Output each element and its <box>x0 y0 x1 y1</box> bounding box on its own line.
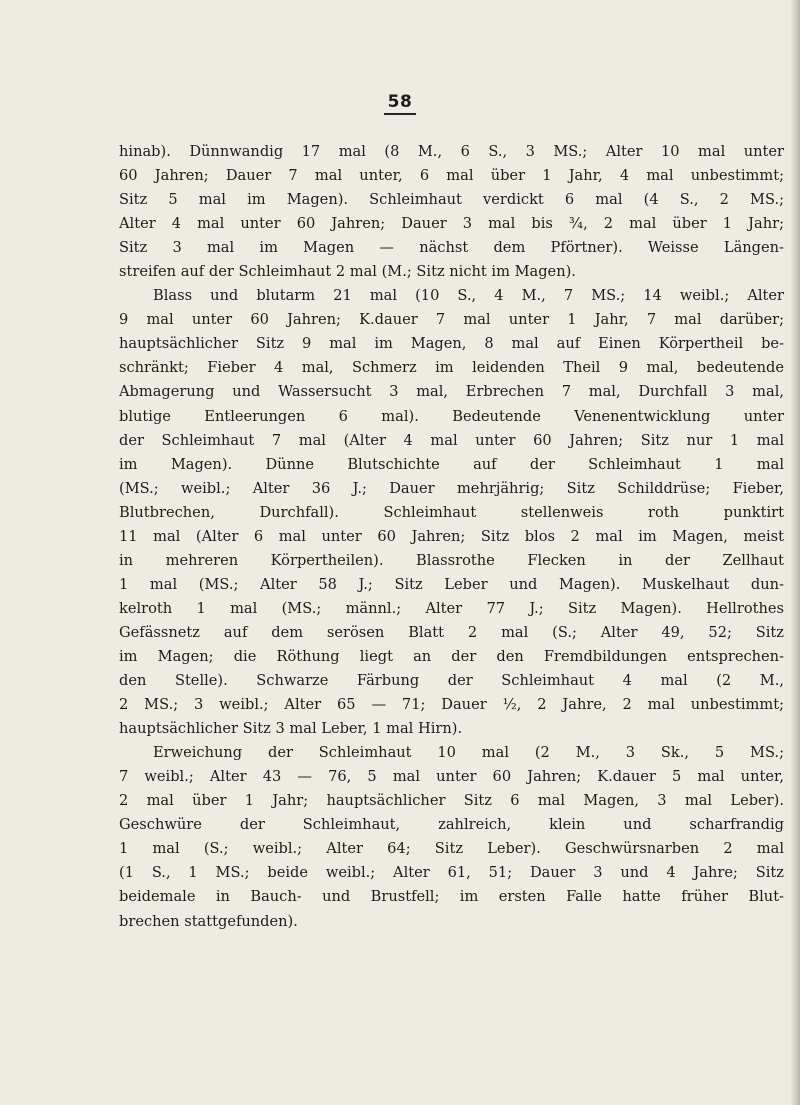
text-line: schränkt; Fieber 4 mal, Schmerz im leidenden Theil 9 mal, bedeutende <box>119 359 784 377</box>
text-line: brechen stattgefunden). <box>119 912 298 930</box>
text-line: kelroth 1 mal (MS.; männl.; Alter 77 J.; Sitz Magen). Hellrothes <box>119 599 784 617</box>
text-line: 7 weibl.; Alter 43 — 76, 5 mal unter 60 Jahren; K.dauer 5 mal unter, <box>119 768 784 786</box>
text-line: 1 mal (MS.; Alter 58 J.; Sitz Leber und Magen). Muskelhaut dun- <box>119 575 784 593</box>
text-line: hauptsächlicher Sitz 9 mal im Magen, 8 mal auf Einen Körpertheil be- <box>119 335 784 353</box>
text-line: (1 S., 1 MS.; beide weibl.; Alter 61, 51; Dauer 3 und 4 Jahre; Sitz <box>119 864 784 882</box>
text-line: 60 Jahren; Dauer 7 mal unter, 6 mal über 1 Jahr, 4 mal unbestimmt; <box>119 167 784 185</box>
text-line: Abmagerung und Wassersucht 3 mal, Erbrechen 7 mal, Durchfall 3 mal, <box>119 383 784 401</box>
text-line: streifen auf der Schleimhaut 2 mal (M.; Sitz nicht im Magen). <box>119 263 576 281</box>
text-line: beidemale in Bauch- und Brustfell; im ersten Falle hatte früher Blut- <box>119 888 784 906</box>
text-line: der Schleimhaut 7 mal (Alter 4 mal unter 60 Jahren; Sitz nur 1 mal <box>119 431 784 449</box>
text-line: 11 mal (Alter 6 mal unter 60 Jahren; Sitz blos 2 mal im Magen, meist <box>119 527 784 545</box>
text-line: Blutbrechen, Durchfall). Schleimhaut stellenweis roth punktirt <box>119 503 784 521</box>
text-line: Sitz 5 mal im Magen). Schleimhaut verdickt 6 mal (4 S., 2 MS.; <box>119 191 784 209</box>
text-line: hauptsächlicher Sitz 3 mal Leber, 1 mal Hirn). <box>119 720 463 738</box>
text-line: blutige Entleerungen 6 mal). Bedeutende Venenentwicklung unter <box>119 407 784 425</box>
text-line: 9 mal unter 60 Jahren; K.dauer 7 mal unter 1 Jahr, 7 mal darüber; <box>119 311 784 329</box>
text-line: den Stelle). Schwarze Färbung der Schleimhaut 4 mal (2 M., <box>119 672 784 690</box>
text-line: in mehreren Körpertheilen). Blassrothe Flecken in der Zellhaut <box>119 551 784 569</box>
text-line: 1 mal (S.; weibl.; Alter 64; Sitz Leber). Geschwürsnarben 2 mal <box>119 840 784 858</box>
text-line: hinab). Dünnwandig 17 mal (8 M., 6 S., 3 MS.; Alter 10 mal unter <box>119 143 784 160</box>
text-line: Blass und blutarm 21 mal (10 S., 4 M., 7 MS.; 14 weibl.; Alter <box>153 287 784 305</box>
text-line: (MS.; weibl.; Alter 36 J.; Dauer mehrjährig; Sitz Schilddrüse; Fieber, <box>119 479 784 497</box>
text-line: Alter 4 mal unter 60 Jahren; Dauer 3 mal bis ¾, 2 mal über 1 Jahr; <box>119 215 784 233</box>
text-line: im Magen; die Röthung liegt an der den Fremdbildungen entsprechen- <box>119 647 784 665</box>
text-line: Erweichung der Schleimhaut 10 mal (2 M., 3 Sk., 5 MS.; <box>153 744 784 762</box>
text-line: 2 MS.; 3 weibl.; Alter 65 — 71; Dauer ½, 2 Jahre, 2 mal unbestimmt; <box>119 696 784 714</box>
body-text <box>119 140 784 934</box>
text-line: im Magen). Dünne Blutschichte auf der Schleimhaut 1 mal <box>119 455 784 473</box>
text-line: Gefässnetz auf dem serösen Blatt 2 mal (S.; Alter 49, 52; Sitz <box>119 623 784 641</box>
page-number: 58 <box>0 92 800 115</box>
text-line: Geschwüre der Schleimhaut, zahlreich, klein und scharfrandig <box>119 816 784 834</box>
page-edge-shadow <box>791 0 800 1105</box>
text-line: Sitz 3 mal im Magen — nächst dem Pförtner). Weisse Längen- <box>119 239 784 257</box>
text-line: 2 mal über 1 Jahr; hauptsächlicher Sitz 6 mal Magen, 3 mal Leber). <box>119 792 784 810</box>
